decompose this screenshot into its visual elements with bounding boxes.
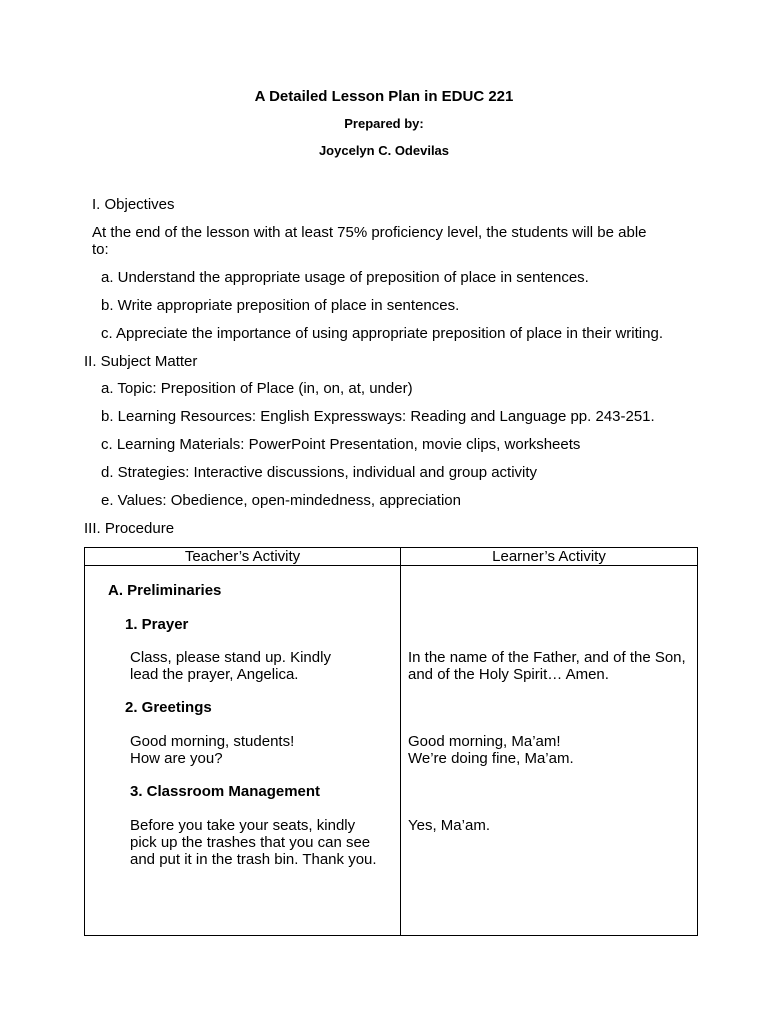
objective-item: a. Understand the appropriate usage of preposition of place in sentences. (101, 269, 589, 286)
subject-matter-heading: II. Subject Matter (84, 353, 198, 370)
teacher-activity-cell (85, 566, 401, 936)
greetings-learner-line: We’re doing fine, Ma’am. (408, 750, 574, 767)
greetings-teacher-line: Good morning, students! (130, 733, 295, 750)
greetings-heading: 2. Greetings (125, 699, 212, 716)
management-teacher-line: Before you take your seats, kindly (130, 817, 356, 834)
document-title: A Detailed Lesson Plan in EDUC 221 (254, 88, 514, 105)
author-name: Joycelyn C. Odevilas (318, 143, 450, 158)
objectives-heading: I. Objectives (92, 196, 175, 213)
prayer-teacher-line: lead the prayer, Angelica. (130, 666, 299, 683)
prayer-learner-line: and of the Holy Spirit… Amen. (408, 666, 609, 683)
classroom-management-heading: 3. Classroom Management (130, 783, 321, 800)
objective-item: b. Write appropriate preposition of place in sentences. (101, 297, 460, 314)
prayer-heading: 1. Prayer (125, 616, 189, 633)
greetings-learner-line: Good morning, Ma’am! (408, 733, 561, 750)
objectives-intro-line1: At the end of the lesson with at least 75% proficiency level, the students will be able (92, 224, 647, 241)
subject-matter-item: d. Strategies: Interactive discussions, individual and group activity (101, 464, 538, 481)
procedure-heading: III. Procedure (84, 520, 175, 537)
procedure-table (84, 547, 698, 936)
preliminaries-heading: A. Preliminaries (108, 582, 222, 599)
subject-matter-item: c. Learning Materials: PowerPoint Presentation, movie clips, worksheets (101, 436, 581, 453)
subject-matter-item: b. Learning Resources: English Expressways: Reading and Language pp. 243-251. (101, 408, 655, 425)
subject-matter-item: e. Values: Obedience, open-mindedness, appreciation (101, 492, 461, 509)
objective-item: c. Appreciate the importance of using appropriate preposition of place in their writing. (101, 325, 663, 342)
learner-activity-header: Learner’s Activity (401, 548, 698, 566)
management-teacher-line: pick up the trashes that you can see (130, 834, 371, 851)
prayer-teacher-line: Class, please stand up. Kindly (130, 649, 331, 666)
management-learner-line: Yes, Ma’am. (408, 817, 490, 834)
subject-matter-item: a. Topic: Preposition of Place (in, on, at, under) (101, 380, 413, 397)
prepared-by-label: Prepared by: (344, 116, 424, 131)
teacher-activity-header: Teacher’s Activity (85, 548, 401, 566)
greetings-teacher-line: How are you? (130, 750, 223, 767)
management-teacher-line: and put it in the trash bin. Thank you. (130, 851, 377, 868)
learner-activity-cell (401, 566, 698, 936)
prayer-learner-line: In the name of the Father, and of the Son, (408, 649, 686, 666)
objectives-intro-line2: to: (92, 241, 109, 258)
